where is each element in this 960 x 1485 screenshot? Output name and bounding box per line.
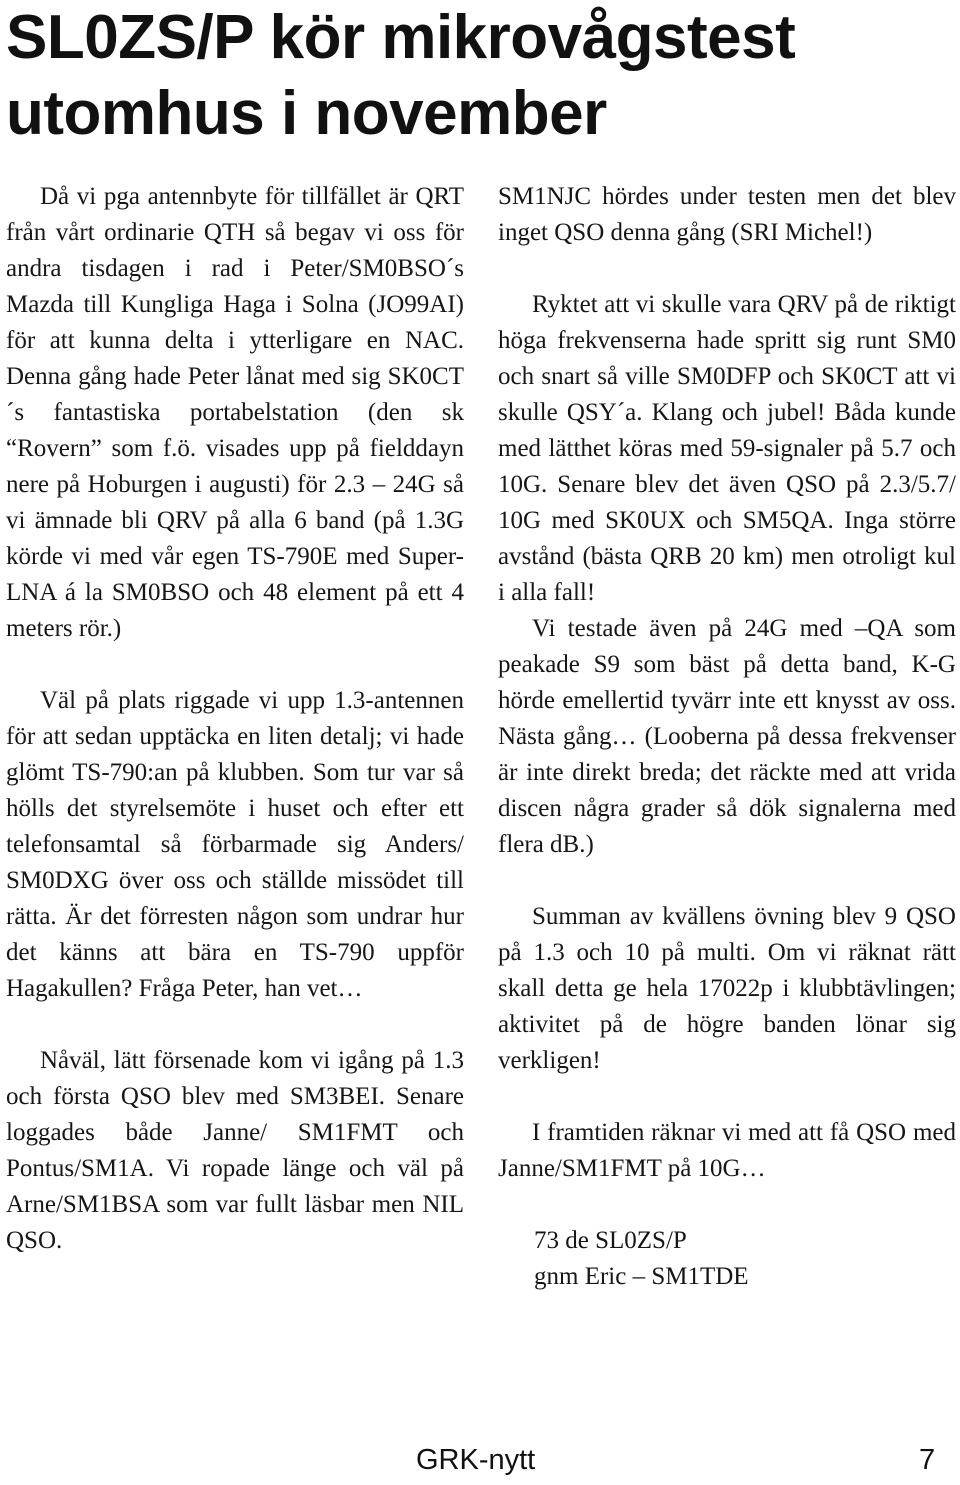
- right-column: [498, 179, 956, 1295]
- signature-line-2: gnm Eric – SM1TDE: [534, 1263, 749, 1290]
- paragraph-24g-test: Vi testade även på 24G med –QA som peakade S9 som bäst på detta band, K-G hörde emellertid tyvärr inte ett knysst av oss. Nästa gång… (Looberna på dessa frekvenser är inte direkt breda; det räckte med att vrida discen några grader så dök signalerna med flera dB.): [498, 615, 956, 858]
- article-title: SL0ZS/P kör mikrovågstest utomhus i november: [6, 3, 796, 148]
- signature-line-1: 73 de SL0ZS/P: [534, 1227, 687, 1254]
- paragraph-high-frequencies: Ryktet att vi skulle vara QRV på de riktigt höga frekvenserna hade spritt sig runt SM0 och snart så ville SM0DFP och SK0CT att vi skulle QSY´a. Klang och jubel! Båda kunde med lätthet köras med 59-signaler på 5.7 och 10G. Senare blev det även QSO på 2.3/5.7/ 10G med SK0UX och SM5QA. Inga större avstånd (bästa QRB 20 km) men otroligt kul i alla fall!: [498, 291, 956, 606]
- paragraph-future: I framtiden räknar vi med att få QSO med Janne/SM1FMT på 10G…: [498, 1119, 956, 1182]
- paragraph-intro: Då vi pga antennbyte för tillfället är QRT från vårt ordinarie QTH så begav vi oss för andra tisdagen i rad i Peter/SM0BSO´s Mazda till Kungliga Haga i Solna (JO99AI) för att kunna delta i ytterligare en NAC. Denna gång hade Peter lånat med sig SK0CT´s fantastiska portabelstation (den sk “Rovern” som f.ö. visades upp på fielddayn nere på Hoburgen i augusti) för 2.3 – 24G så vi ämnade bli QRV på alla 6 band (på 1.3G körde vi med vår egen TS-790E med Super-LNA á la SM0BSO och 48 element på ett 4 meters rör.): [6, 183, 464, 642]
- left-column: [6, 179, 464, 1259]
- paragraph-sm1njc: SM1NJC hördes under testen men det blev inget QSO denna gång (SRI Michel!): [498, 183, 956, 246]
- paragraph-first-qso: Nåväl, lätt försenade kom vi igång på 1.3 och första QSO blev med SM3BEI. Senare loggades både Janne/ SM1FMT och Pontus/SM1A. Vi ropade länge och väl på Arne/SM1BSA som var fullt läsbar men NIL QSO.: [6, 1047, 464, 1254]
- footer-page-number: 7: [919, 1444, 936, 1476]
- footer-publication-name: GRK-nytt: [416, 1444, 536, 1476]
- paragraph-summary: Summan av kvällens övning blev 9 QSO på 1.3 och 10 på multi. Om vi räknat rätt skall detta ge hela 17022p i klubbtävlingen; aktivitet på de högre banden lönar sig verkligen!: [498, 903, 956, 1074]
- signature: [498, 1223, 956, 1295]
- paragraph-rigging: Väl på plats riggade vi upp 1.3-antennen för att sedan upptäcka en liten detalj; vi hade glömt TS-790:an på klubben. Som tur var så hölls det styrelsemöte i huset och efter ett telefonsamtal så förbarmade sig Anders/ SM0DXG över oss och ställde missödet till rätta. Är det förresten någon som undrar hur det känns att bära en TS-790 uppför Hagakullen? Fråga Peter, han vet…: [6, 687, 464, 1002]
